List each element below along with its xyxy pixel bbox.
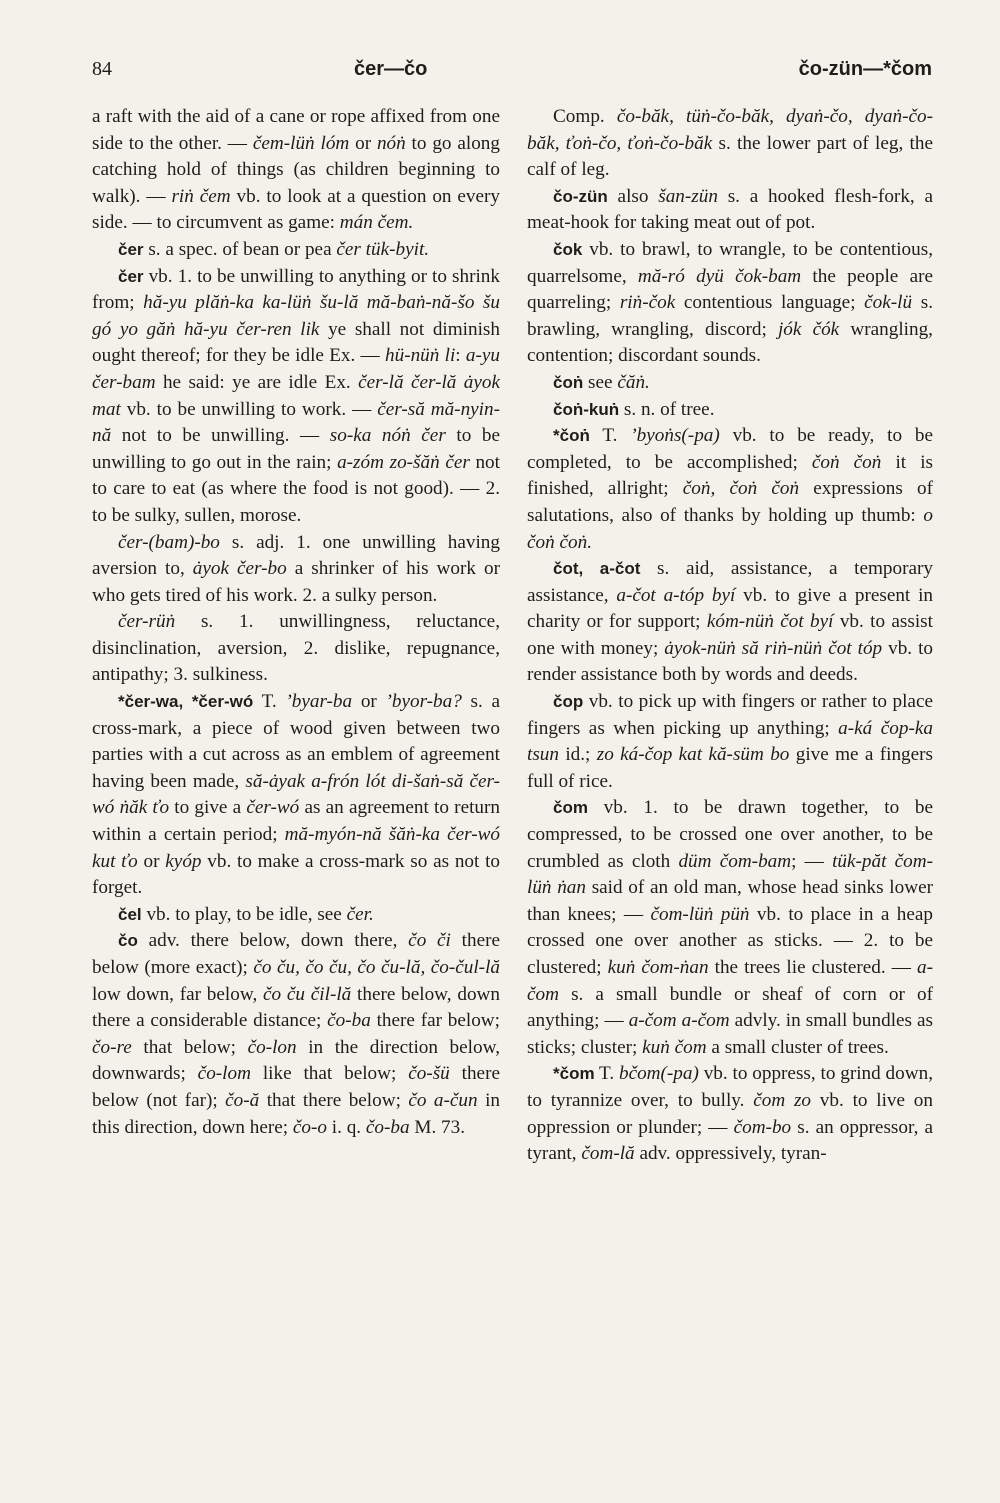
entry-text: also xyxy=(607,185,659,207)
entry-text: vb. to pick up with fingers or rather to place fingers as when picking up anything; xyxy=(527,691,933,739)
right-column xyxy=(527,104,933,1168)
entry-text: s. adj. 1. one unwilling having aversion to, xyxy=(92,531,500,580)
entry-text: to be unwilling to go out in the rain; xyxy=(92,425,500,473)
entry-text: vb. to play, to be idle, see xyxy=(141,903,347,925)
lepcha-example: čer-rüṅ xyxy=(118,611,176,633)
lepcha-example: čo-băk, tüṅ-čo-băk, dyaṅ-čo, dyaṅ-čo-băk, ťoṅ-čo, ťoṅ-čo-băk xyxy=(527,106,933,154)
entry-text: : xyxy=(455,345,466,367)
entry-text: give me a fingers full of rice. xyxy=(527,744,934,792)
entry-text: vb. to look at a question on every side. — to circumvent as game: xyxy=(92,185,501,234)
lepcha-example: ȧyok čer-bo xyxy=(192,558,287,580)
entry-text: s. aid, assistance, a temporary assistance, xyxy=(527,558,933,606)
dictionary-entry xyxy=(92,609,500,689)
left-column xyxy=(92,104,500,1141)
lepcha-example: a-čom a-čom xyxy=(628,1010,730,1032)
entry-text: i. q. xyxy=(326,1116,366,1138)
lepcha-example: nóṅ xyxy=(376,132,406,154)
entry-text: ye shall not diminish ought thereof; for they be idle Ex. — xyxy=(92,318,500,367)
dictionary-entry xyxy=(527,104,933,184)
entry-text: it is finished, allright; xyxy=(527,451,933,500)
lepcha-example: čo ču, čo ču, čo ču-lă, čo-čul-lă xyxy=(253,957,500,978)
headword: čom xyxy=(553,798,588,818)
lepcha-example: kyóp xyxy=(165,850,202,872)
entry-text: s. n. of tree. xyxy=(619,398,715,420)
lepcha-example: čo-šü xyxy=(408,1063,450,1085)
lepcha-example: a-yu čer-bam xyxy=(92,345,500,393)
entry-text: id.; xyxy=(559,744,597,766)
entry-text: vb. to make a cross-mark so as not to forget. xyxy=(92,850,501,899)
entry-text: see xyxy=(583,371,618,393)
entry-text: vb. to be ready, to be completed, to be accomplished; xyxy=(527,425,933,473)
lepcha-example: čo a-čun xyxy=(408,1089,478,1111)
entry-text: there far below; xyxy=(370,1010,500,1032)
lepcha-example: čer-(bam)-bo xyxy=(118,531,220,553)
headword: čok xyxy=(553,239,583,259)
entry-text: ; — xyxy=(791,850,833,872)
lepcha-example: čem-lüṅ lóm xyxy=(252,132,350,154)
headword: čo xyxy=(118,931,138,951)
entry-text: he said: ye are idle Ex. xyxy=(155,371,359,393)
left-running-title: čer—čo xyxy=(354,58,428,80)
entry-text: or xyxy=(349,132,377,154)
dictionary-entry xyxy=(527,556,933,689)
lepcha-example: a-čot a-tóp byí xyxy=(616,584,736,606)
entry-text: M. 73. xyxy=(409,1116,466,1138)
lepcha-example: jók čók xyxy=(777,318,840,340)
lepcha-example: riṅ-čok xyxy=(619,292,676,314)
lepcha-example: bčom(-pa) xyxy=(618,1063,699,1085)
entry-text: that below; xyxy=(131,1036,248,1058)
dictionary-entry xyxy=(92,902,500,929)
entry-text: T. xyxy=(594,1063,619,1085)
headword: *čer-wa, *čer-wó xyxy=(118,692,254,712)
page-number: 84 xyxy=(92,58,112,80)
entry-text: adv. oppressively, tyran- xyxy=(634,1143,827,1165)
entry-text: the trees lie clustered. — xyxy=(708,957,918,978)
headword: čot, a-čot xyxy=(553,559,641,579)
dictionary-entry xyxy=(527,689,933,795)
lepcha-example: šan-zün xyxy=(658,185,718,207)
lepcha-example: hă-yu plăṅ-ka ka-lüṅ šu-lă mă-baṅ-nă-šo šu gó yo găṅ hă-yu čer-ren lik xyxy=(92,292,500,340)
lepcha-example: čo-re xyxy=(92,1036,132,1058)
entry-text: vb. to brawl, to wrangle, to be contentious, quarrelsome, xyxy=(527,238,933,287)
entry-text: said of an old man, whose head sinks lower than knees; — xyxy=(527,877,933,925)
entry-text: vb. 1. to be drawn together, to be compressed, to be crossed one over another, to be crumbled as cloth xyxy=(527,797,933,872)
entry-text: in this direction, down here; xyxy=(92,1089,500,1138)
dictionary-entry xyxy=(527,795,933,1061)
lepcha-example: a-zóm zo-šăṅ čer xyxy=(337,451,470,473)
entry-text: vb. to be unwilling to work. — xyxy=(120,398,378,420)
lepcha-example: a-čom xyxy=(527,957,933,1005)
entry-text: vb. to assist one with money; xyxy=(527,611,933,659)
lepcha-example: čo-ba xyxy=(365,1116,410,1138)
entry-text: vb. 1. to be unwilling to anything or to shrink from; xyxy=(92,265,500,314)
headword: *čoṅ xyxy=(553,426,590,446)
lepcha-example: čom-lă xyxy=(581,1143,635,1165)
lepcha-example: ȧyok-nüṅ să riṅ-nüṅ čot tóp xyxy=(664,637,883,659)
lepcha-example: să-ȧyak a-frón lót di-šaṅ-să čer-wó ṅăk ťo xyxy=(92,770,500,819)
lepcha-example: čo-lon xyxy=(247,1036,297,1058)
headword: čel xyxy=(118,904,142,924)
lepcha-example: kuṅ čom xyxy=(642,1036,707,1058)
entry-text: to give a xyxy=(169,797,247,819)
entry-text: wrangling, contention; discordant sounds. xyxy=(527,318,933,367)
lepcha-example: so-ka nóṅ čer xyxy=(329,425,446,447)
lepcha-example: kóm-nüṅ čot byí xyxy=(706,611,834,633)
lepcha-example: riṅ čem xyxy=(171,185,231,207)
entry-text: there below (more exact); xyxy=(92,930,500,978)
lepcha-example: čo-ba xyxy=(327,1010,371,1032)
dictionary-entry xyxy=(527,184,933,237)
lepcha-example: ’byor-ba? xyxy=(385,691,462,713)
lepcha-example: čo-o xyxy=(292,1116,327,1138)
dictionary-entry xyxy=(92,689,500,902)
entry-text: Comp. xyxy=(553,106,617,127)
entry-text: expressions of salutations, also of thanks by holding up thumb: xyxy=(527,478,933,526)
dictionary-entry xyxy=(527,237,933,370)
entry-text: vb. to live on oppression or plunder; — xyxy=(527,1089,933,1138)
headword: čer xyxy=(118,266,144,286)
lepcha-example: ’byar-ba xyxy=(285,691,353,713)
entry-text: as an agreement to return within a certain period; xyxy=(92,797,500,846)
headword: *čom xyxy=(553,1064,595,1084)
entry-text: the people are quarreling; xyxy=(527,265,934,314)
lepcha-example: čok-lü xyxy=(864,292,913,314)
lepcha-example: čom-lüṅ püṅ xyxy=(650,903,750,925)
dictionary-entry xyxy=(527,370,933,397)
lepcha-example: tük-păt čom-lüṅ ṅan xyxy=(527,850,933,899)
dictionary-entry xyxy=(527,1061,933,1167)
lepcha-example: ’byoṅs(-pa) xyxy=(630,425,720,447)
lepcha-example: čo-lom xyxy=(197,1063,251,1085)
dictionary-entry xyxy=(92,530,500,610)
entry-text: not to care to eat (as where the food is not good). — 2. to be sulky, sullen, morose. xyxy=(92,451,500,526)
dictionary-entry xyxy=(92,928,500,1141)
lepcha-example: hü-nüṅ li xyxy=(385,345,456,367)
dictionary-entry xyxy=(527,397,933,424)
entry-text: or xyxy=(352,691,386,713)
lepcha-example: čăṅ. xyxy=(617,371,650,393)
entry-text: not to be unwilling. — xyxy=(111,425,330,447)
entry-text: to go along catching hold of things (as children beginning to walk). — xyxy=(92,132,500,207)
entry-text: there below (not far); xyxy=(92,1063,500,1111)
entry-text: T. xyxy=(253,691,286,713)
lepcha-example: čom-bo xyxy=(733,1116,792,1138)
lepcha-example: mă-myón-nă šăṅ-ka čer-wó kut ťo xyxy=(92,824,500,872)
lepcha-example: čo ču čil-lă xyxy=(263,983,352,1005)
lepcha-example: a-ká čop-ka tsun xyxy=(527,717,933,766)
headword: čoṅ-kuṅ xyxy=(553,399,620,419)
entry-text: a small cluster of trees. xyxy=(706,1036,889,1058)
entry-text: or xyxy=(137,850,166,872)
lepcha-example: čer-să mă-nyin-nă xyxy=(92,398,500,447)
entry-text: in the direction below, downwards; xyxy=(92,1036,500,1085)
lepcha-example: čer-lă čer-lă ȧyok mat xyxy=(92,371,500,420)
entry-text: a raft with the aid of a cane or rope affixed from one side to the other. — xyxy=(92,106,500,154)
headword: čo-zün xyxy=(553,186,608,206)
entry-text: s. a small bundle or sheaf of corn or of anything; — xyxy=(527,983,933,1032)
lepcha-example: čer. xyxy=(346,903,374,925)
lepcha-example: čo či xyxy=(408,930,451,952)
entry-text: low down, far below, xyxy=(92,983,264,1005)
dictionary-entry xyxy=(92,237,500,264)
dictionary-entry xyxy=(527,423,933,556)
entry-text: that there below; xyxy=(259,1089,409,1111)
right-running-title: čo-zün—*čom xyxy=(798,58,932,80)
lepcha-example: düm čom-bam xyxy=(678,850,792,872)
lepcha-example: mă-ró dyü čok-bam xyxy=(637,265,802,287)
headword: čop xyxy=(553,692,584,712)
entry-text: vb. to render assistance both by words and deeds. xyxy=(527,637,933,686)
entry-text: s. a cross-mark, a piece of wood given between two parties with a cut across as an emblem of agreement having been made, xyxy=(92,691,500,792)
entry-text: s. 1. unwillingness, reluctance, disinclination, aversion, 2. dislike, repugnance, antipathy; 3. sulkiness. xyxy=(92,611,500,686)
lepcha-example: zo ká-čop kat kă-süm bo xyxy=(596,744,790,766)
entry-text: advly. in small bundles as sticks; cluster; xyxy=(527,1010,933,1058)
entry-text: vb. to place in a heap crossed one over another as sticks. — 2. to be clustered; xyxy=(527,903,934,978)
dictionary-entry xyxy=(92,104,500,237)
entry-text: T. xyxy=(589,425,631,447)
entry-text: vb. to give a present in charity or for support; xyxy=(527,584,934,633)
entry-text: s. a hooked flesh-fork, a meat-hook for taking meat out of pot. xyxy=(527,185,933,234)
headword: čer xyxy=(118,239,144,259)
lepcha-example: o čoṅ čoṅ. xyxy=(527,504,933,553)
lepcha-example: čom zo xyxy=(753,1089,812,1111)
lepcha-example: čer tük-byit. xyxy=(336,238,430,260)
lepcha-example: mán čem. xyxy=(339,212,414,234)
entry-text: a shrinker of his work or who gets tired of his work. 2. a sulky person. xyxy=(92,558,500,606)
lepcha-example: kuṅ čom-ṅan xyxy=(607,957,709,978)
lepcha-example: čer-wó xyxy=(246,797,300,819)
entry-text: like that below; xyxy=(250,1063,409,1085)
lepcha-example: čo-ă xyxy=(225,1089,260,1111)
entry-text: there below, down there a considerable distance; xyxy=(92,983,500,1032)
entry-text: s. an oppressor, a tyrant, xyxy=(527,1116,933,1165)
lepcha-example: čoṅ, čoṅ čoṅ xyxy=(682,478,800,500)
entry-text: s. the lower part of leg, the calf of leg. xyxy=(527,132,933,181)
running-header xyxy=(92,58,932,88)
headword: čoṅ xyxy=(553,372,584,392)
dictionary-entry xyxy=(92,264,500,530)
entry-text: vb. to oppress, to grind down, to tyrannize over, to bully. xyxy=(527,1063,933,1111)
lepcha-example: čoṅ čoṅ xyxy=(811,451,882,473)
entry-text: s. a spec. of bean or pea xyxy=(143,238,337,260)
entry-text: s. brawling, wrangling, discord; xyxy=(527,292,933,340)
entry-text: contentious language; xyxy=(675,292,865,314)
entry-text: adv. there below, down there, xyxy=(137,930,409,952)
